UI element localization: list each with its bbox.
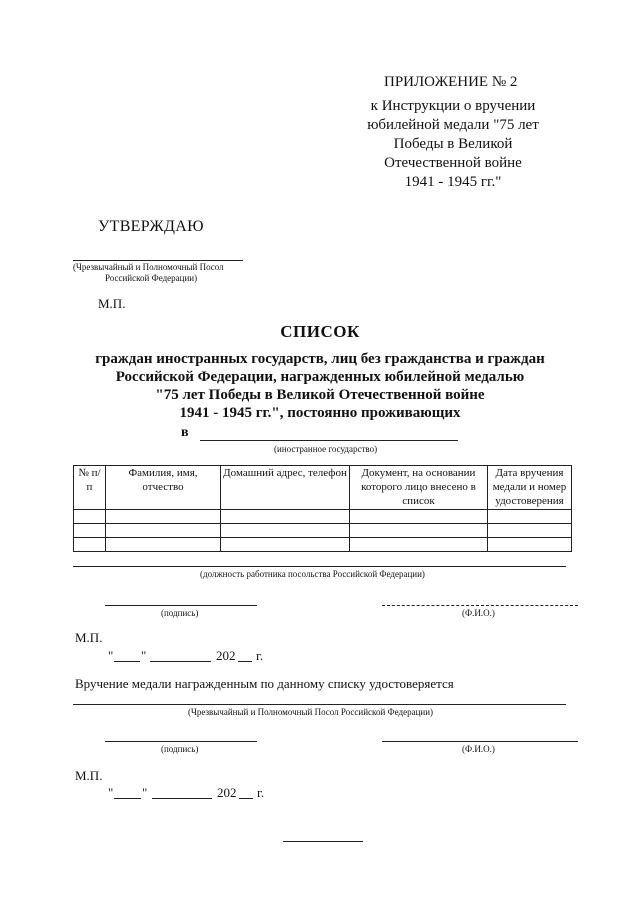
table-row xyxy=(74,510,572,524)
appendix-line: к Инструкции о вручении xyxy=(370,98,536,114)
date-year-prefix: 202 xyxy=(216,648,236,663)
date-month-line xyxy=(150,661,211,662)
seal-placeholder: М.П. xyxy=(75,768,103,783)
date-quote-open: " xyxy=(108,785,114,800)
table-cell[interactable] xyxy=(488,510,572,524)
approval-heading: УТВЕРЖДАЮ xyxy=(98,218,204,235)
list-subtitle-line: "75 лет Победы в Великой Отечественной войне xyxy=(155,387,485,403)
ambassador-signature-line xyxy=(73,260,243,261)
date-quote-open: " xyxy=(108,648,114,663)
table-cell[interactable] xyxy=(350,510,488,524)
table-cell[interactable] xyxy=(106,510,221,524)
list-subtitle xyxy=(60,350,580,422)
seal-placeholder: М.П. xyxy=(98,296,126,311)
table-cell[interactable] xyxy=(106,524,221,538)
position-caption: (должность работника посольства Российской Федерации) xyxy=(200,569,425,579)
date-quote-close: " xyxy=(142,785,148,800)
date-year-suffix: г. xyxy=(256,648,264,663)
signature-line xyxy=(105,605,257,606)
date-day-line xyxy=(114,798,141,799)
fio-line xyxy=(382,605,578,606)
table-cell[interactable] xyxy=(74,524,106,538)
country-caption: (иностранное государство) xyxy=(274,444,378,454)
country-field-line xyxy=(200,440,458,441)
table-cell[interactable] xyxy=(350,524,488,538)
ambassador-caption: (Чрезвычайный и Полномочный Посол Российской Федерации) xyxy=(188,707,434,717)
column-header-number: № п/п xyxy=(74,466,106,510)
position-field-line xyxy=(73,566,566,567)
table-cell[interactable] xyxy=(350,538,488,552)
date-quote-close: " xyxy=(141,648,147,663)
footer-divider xyxy=(283,841,363,842)
certification-text: Вручение медали награжденным по данному списку удостоверяется xyxy=(75,676,454,691)
table-cell[interactable] xyxy=(488,524,572,538)
signature-caption: (подпись) xyxy=(161,744,199,754)
appendix-line: юбилейной медали "75 лет xyxy=(367,117,539,133)
date-year-line xyxy=(238,661,252,662)
appendix-line: 1941 - 1945 гг." xyxy=(404,174,502,190)
ambassador-field-line xyxy=(73,704,566,705)
table-cell[interactable] xyxy=(488,538,572,552)
seal-placeholder: М.П. xyxy=(75,630,103,645)
date-year-line xyxy=(239,798,253,799)
list-subtitle-line: граждан иностранных государств, лиц без гражданства и граждан xyxy=(95,351,545,367)
date-month-line xyxy=(152,798,212,799)
country-prefix: в xyxy=(181,425,189,440)
column-header-name: Фамилия, имя, отчество xyxy=(106,466,221,510)
table-cell[interactable] xyxy=(221,524,350,538)
table-cell[interactable] xyxy=(74,510,106,524)
date-day-line xyxy=(114,661,140,662)
list-subtitle-line: Российской Федерации, награжденных юбилейной медалью xyxy=(115,369,525,385)
date-year-suffix: г. xyxy=(257,785,265,800)
ambassador-caption-2: Российской Федерации) xyxy=(105,273,198,283)
column-header-document: Документ, на основании которого лицо внесено в список xyxy=(350,466,488,510)
table-cell[interactable] xyxy=(221,510,350,524)
column-header-date: Дата вручения медали и номер удостоверения xyxy=(488,466,572,510)
table-header-row xyxy=(74,466,572,510)
table-row xyxy=(74,538,572,552)
fio-caption: (Ф.И.О.) xyxy=(462,744,495,754)
list-title: СПИСОК xyxy=(280,322,360,341)
awards-table xyxy=(73,465,572,552)
appendix-subtitle xyxy=(340,97,566,192)
appendix-title: ПРИЛОЖЕНИЕ № 2 xyxy=(384,74,518,90)
signature-caption: (подпись) xyxy=(161,608,199,618)
ambassador-caption-1: (Чрезвычайный и Полномочный Посол xyxy=(73,262,224,272)
appendix-line: Отечественной войне xyxy=(384,155,522,171)
list-subtitle-line: 1941 - 1945 гг.", постоянно проживающих xyxy=(179,405,461,421)
table-cell[interactable] xyxy=(221,538,350,552)
table-cell[interactable] xyxy=(74,538,106,552)
table-cell[interactable] xyxy=(106,538,221,552)
fio-line xyxy=(382,741,578,742)
appendix-line: Победы в Великой xyxy=(393,136,513,152)
fio-caption: (Ф.И.О.) xyxy=(462,608,495,618)
signature-line xyxy=(105,741,257,742)
date-year-prefix: 202 xyxy=(217,785,237,800)
table-row xyxy=(74,524,572,538)
column-header-address: Домашний адрес, телефон xyxy=(221,466,350,510)
